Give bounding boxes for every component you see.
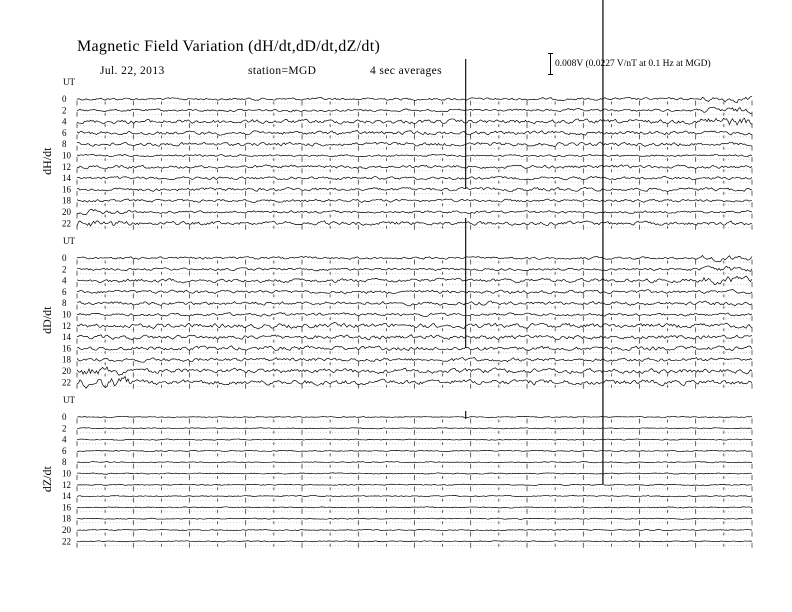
panel-dD-dt xyxy=(40,236,752,389)
row-label: 8 xyxy=(62,457,67,468)
row-label: 18 xyxy=(62,513,71,524)
series-trace xyxy=(77,176,752,180)
row-label: 6 xyxy=(62,286,67,297)
row-label: 20 xyxy=(62,525,71,535)
scale-bar-label: 0.008V (0.0227 V/nT at 0.1 Hz at MGD) xyxy=(555,59,711,69)
series-trace xyxy=(77,154,752,157)
row-label: 12 xyxy=(62,479,71,490)
time-axis-label: UT xyxy=(63,77,75,87)
row-label: 20 xyxy=(62,207,71,217)
row-label: 0 xyxy=(62,94,67,104)
row-label: 8 xyxy=(62,298,67,309)
row-label: 22 xyxy=(62,536,71,547)
series-trace xyxy=(77,416,752,417)
row-label: 12 xyxy=(62,161,71,172)
series-trace xyxy=(77,529,752,530)
series-trace xyxy=(77,266,752,272)
row-label: 10 xyxy=(62,309,71,320)
row-label: 2 xyxy=(62,264,67,275)
series-trace xyxy=(77,473,752,474)
series-trace xyxy=(77,484,752,485)
time-axis-label: UT xyxy=(63,395,75,405)
row-label: 2 xyxy=(62,423,67,434)
row-label: 4 xyxy=(62,434,67,445)
row-label: 10 xyxy=(62,150,71,161)
series-trace xyxy=(77,507,752,508)
panel-ylabel: dZ/dt xyxy=(40,466,54,493)
row-label: 20 xyxy=(62,366,71,376)
row-label: 18 xyxy=(62,354,71,365)
time-axis-label: UT xyxy=(63,236,75,246)
row-label: 14 xyxy=(62,332,71,343)
row-label: 6 xyxy=(62,127,67,138)
panel-ylabel: dH/dt xyxy=(40,147,54,175)
row-label: 22 xyxy=(62,218,71,229)
series-trace xyxy=(77,439,752,440)
station-label: station=MGD xyxy=(248,65,317,77)
row-label: 12 xyxy=(62,320,71,331)
date-label: Jul. 22, 2013 xyxy=(100,65,165,77)
row-label: 10 xyxy=(62,468,71,479)
panel-dH-dt xyxy=(40,77,752,230)
averaging-label: 4 sec averages xyxy=(370,65,443,77)
chart-title: Magnetic Field Variation (dH/dt,dD/dt,dZ/dt) xyxy=(77,38,381,55)
series-trace xyxy=(77,301,752,306)
row-label: 2 xyxy=(62,105,67,116)
row-label: 18 xyxy=(62,195,71,206)
series-trace xyxy=(77,495,752,496)
series-trace xyxy=(77,450,752,451)
series-trace xyxy=(77,461,752,462)
row-label: 14 xyxy=(62,491,71,502)
row-label: 0 xyxy=(62,253,67,263)
series-trace xyxy=(77,290,752,294)
panel-dZ-dt xyxy=(40,395,752,548)
row-label: 4 xyxy=(62,275,67,286)
series-trace xyxy=(77,541,752,542)
panel-ylabel: dD/dt xyxy=(40,306,54,334)
row-label: 22 xyxy=(62,377,71,388)
row-label: 8 xyxy=(62,139,67,150)
row-label: 14 xyxy=(62,173,71,184)
row-label: 0 xyxy=(62,412,67,422)
row-label: 6 xyxy=(62,445,67,456)
row-label: 16 xyxy=(62,184,71,195)
series-trace xyxy=(77,199,752,203)
row-label: 16 xyxy=(62,502,71,513)
row-label: 16 xyxy=(62,343,71,354)
row-label: 4 xyxy=(62,116,67,127)
series-trace xyxy=(77,518,752,519)
series-trace xyxy=(77,428,752,429)
